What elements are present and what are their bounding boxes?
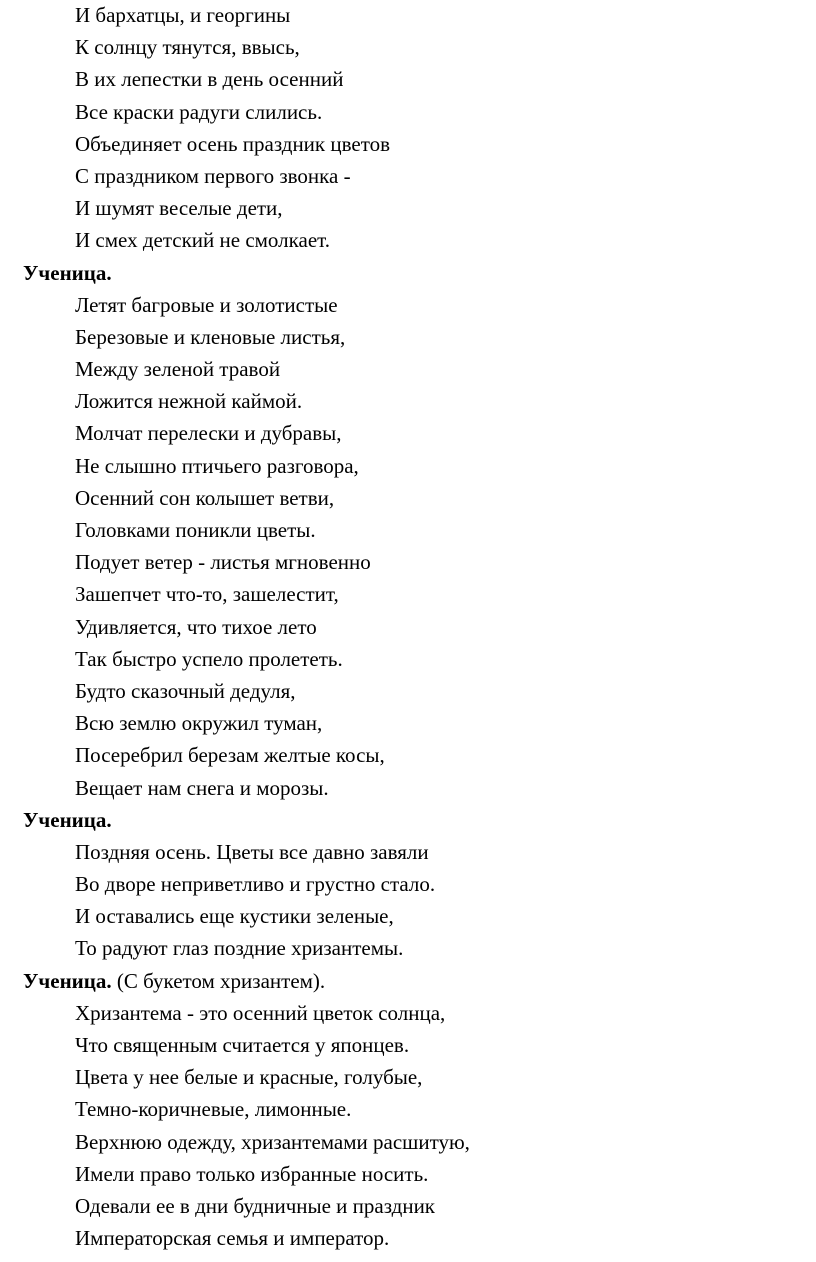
speaker-heading [0, 804, 816, 836]
stanza-1 [0, 0, 816, 257]
verse-line: Так быстро успело пролететь. [75, 646, 343, 671]
verse-line: И шумят веселые дети, [75, 196, 283, 221]
verse-line: В их лепестки в день осенний [75, 67, 344, 92]
verse-line: И бархатцы, и георгины [75, 3, 291, 27]
verse-line: Объединяет осень праздник цветов [75, 131, 391, 156]
verse-line: Посеребрил березам желтые косы, [75, 743, 385, 768]
verse-line: Удивляется, что тихое лето [75, 614, 317, 639]
verse-line: И смех детский не смолкает. [75, 228, 331, 253]
speaker-heading [0, 965, 816, 997]
verse-line: Будто сказочный дедуля, [75, 678, 296, 703]
verse-line: Всю землю окружил туман, [75, 711, 323, 736]
verse-line: Между зеленой травой [75, 357, 281, 382]
verse-line: Все краски радуги слились. [75, 99, 323, 124]
verse-line: Не слышно птичьего разговора, [75, 453, 359, 478]
verse-line: Поздняя осень. Цветы все давно завяли [75, 839, 429, 864]
verse-line: Верхнюю одежду, хризантемами расшитую, [75, 1129, 470, 1154]
verse-line: Зашепчет что-то, зашелестит, [75, 582, 339, 607]
verse-line: Летят багровые и золотистые [75, 292, 338, 317]
speaker-name: Ученица. [23, 260, 112, 285]
verse-line: Ложится нежной каймой. [75, 389, 303, 414]
speaker-heading [0, 257, 816, 289]
verse-line: Имели право только избранные носить. [75, 1161, 429, 1186]
stage-direction: (С букетом хризантем). [111, 968, 326, 993]
verse-line: С праздником первого звонка - [75, 163, 351, 188]
verse-line: Вещает нам снега и морозы. [75, 775, 329, 800]
verse-line: Одевали ее в дни будничные и праздник [75, 1193, 436, 1218]
verse-line: Цвета у нее белые и красные, голубые, [75, 1065, 423, 1090]
verse-line: Во дворе неприветливо и грустно стало. [75, 872, 436, 897]
verse-line: Осенний сон колышет ветви, [75, 485, 335, 510]
verse-line: Хризантема - это осенний цветок солнца, [75, 1000, 446, 1025]
stanza-3 [0, 836, 816, 965]
verse-line: К солнцу тянутся, ввысь, [75, 35, 300, 60]
verse-line: Молчат перелески и дубравы, [75, 421, 342, 446]
speaker-name: Ученица. [23, 807, 112, 832]
verse-line: И оставались еще кустики зеленые, [75, 904, 394, 929]
verse-line: Головками поникли цветы. [75, 518, 316, 542]
speaker-name: Ученица. [23, 968, 112, 993]
verse-line: Императорская семья и император. [75, 1226, 390, 1251]
verse-line: Темно-коричневые, лимонные. [75, 1097, 352, 1122]
stanza-4 [0, 997, 816, 1255]
verse-line: Березовые и кленовые листья, [75, 324, 346, 349]
verse-line: Подует ветер - листья мгновенно [75, 550, 371, 575]
verse-line: То радуют глаз поздние хризантемы. [75, 936, 404, 961]
stanza-2 [0, 289, 816, 804]
verse-line: Что священным считается у японцев. [75, 1033, 410, 1057]
